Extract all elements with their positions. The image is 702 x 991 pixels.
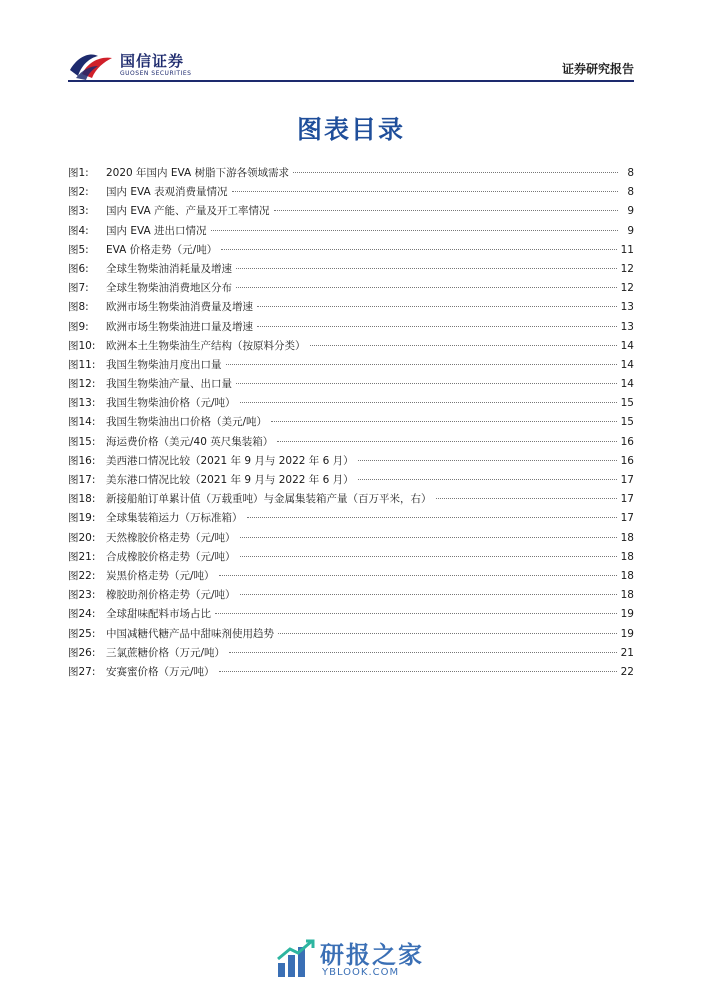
toc-page-number: 8	[627, 167, 634, 179]
toc-page-number: 17	[620, 493, 634, 506]
toc-page-number: 8	[627, 186, 634, 199]
toc-figure-title: 橡胶助剂价格走势（元/吨）	[106, 589, 236, 602]
toc-dot-leader	[310, 345, 617, 346]
toc-item[interactable]	[68, 509, 634, 528]
toc-figure-title: 美东港口情况比较（2021 年 9 月与 2022 年 6 月）	[106, 474, 354, 486]
toc-figure-title: 欧洲本土生物柴油生产结构（按原料分类）	[106, 339, 306, 352]
toc-dot-leader	[240, 402, 617, 403]
toc-dot-leader	[240, 556, 617, 557]
toc-figure-number: 图27:	[68, 665, 96, 678]
toc-figure-title: 国内 EVA 进出口情况	[106, 224, 207, 237]
toc-figure-title: 安赛蜜价格（万元/吨）	[106, 665, 215, 678]
toc-item[interactable]	[68, 625, 634, 644]
toc-figure-number: 图5:	[68, 243, 89, 256]
toc-dot-leader	[240, 594, 617, 595]
toc-page-number: 15	[620, 397, 634, 410]
toc-figure-number: 图12:	[68, 378, 96, 391]
toc-dot-leader	[219, 671, 617, 672]
watermark	[276, 935, 436, 983]
bar-chart-icon	[276, 939, 316, 979]
toc-figure-title: 新接船舶订单累计值（万载重吨）与金属集装箱产量（百万平米，右）	[106, 493, 432, 506]
toc-figure-title: 欧洲市场生物柴油消费量及增速	[106, 301, 253, 314]
toc-item[interactable]	[68, 567, 634, 586]
company-logo	[68, 48, 208, 82]
report-type-label: 证券研究报告	[561, 62, 634, 76]
toc-item[interactable]	[68, 605, 634, 624]
toc-page-number: 19	[620, 627, 634, 640]
page-title: 图表目录	[296, 115, 405, 144]
toc-dot-leader	[278, 633, 617, 634]
toc-item[interactable]	[68, 164, 634, 183]
toc-figure-number: 图17:	[68, 474, 96, 486]
toc-figure-title: 合成橡胶价格走势（元/吨）	[106, 550, 236, 563]
toc-page-number: 16	[620, 454, 634, 467]
header-divider	[68, 80, 634, 82]
toc-figure-number: 图11:	[68, 358, 96, 371]
toc-figure-title: 我国生物柴油产量、出口量	[106, 378, 232, 391]
toc-figure-title: 我国生物柴油价格（元/吨）	[106, 397, 236, 410]
toc-figure-number: 图6:	[68, 262, 89, 275]
toc-figure-number: 图21:	[68, 550, 96, 563]
toc-item[interactable]	[68, 413, 634, 432]
toc-figure-title: 天然橡胶价格走势（元/吨）	[106, 531, 236, 544]
toc-item[interactable]	[68, 356, 634, 375]
toc-item[interactable]	[68, 375, 634, 394]
toc-item[interactable]	[68, 529, 634, 548]
toc-figure-title: 中国减糖代糖产品中甜味剂使用趋势	[106, 627, 274, 640]
toc-figure-title: 国内 EVA 表观消费量情况	[106, 186, 228, 199]
toc-item[interactable]	[68, 279, 634, 298]
page-header	[0, 0, 702, 90]
toc-dot-leader	[221, 249, 616, 250]
toc-page-number: 12	[620, 282, 634, 295]
toc-figure-number: 图18:	[68, 493, 96, 506]
toc-dot-leader	[240, 537, 617, 538]
toc-page-number: 13	[620, 320, 634, 333]
toc-page-number: 18	[620, 589, 634, 602]
toc-dot-leader	[358, 460, 617, 461]
toc-item[interactable]	[68, 452, 634, 471]
toc-figure-number: 图7:	[68, 282, 89, 295]
toc-page-number: 9	[627, 205, 634, 218]
toc-dot-leader	[236, 268, 617, 269]
toc-figure-number: 图20:	[68, 531, 96, 544]
toc-item[interactable]	[68, 471, 634, 490]
toc-dot-leader	[257, 326, 617, 327]
toc-item[interactable]	[68, 394, 634, 413]
toc-figure-number: 图16:	[68, 454, 96, 467]
toc-page-number: 17	[620, 512, 634, 525]
toc-figure-number: 图10:	[68, 339, 96, 352]
toc-figure-number: 图2:	[68, 186, 89, 199]
toc-figure-title: 海运费价格（美元/40 英尺集装箱）	[106, 435, 274, 448]
toc-dot-leader	[226, 364, 617, 365]
toc-page-number: 19	[620, 608, 634, 621]
guosen-logo-icon	[68, 48, 116, 80]
toc-page-number: 22	[620, 665, 634, 678]
toc-item[interactable]	[68, 298, 634, 317]
toc-figure-title: 我国生物柴油出口价格（美元/吨）	[106, 416, 268, 429]
toc-page-number: 14	[620, 339, 634, 352]
toc-figure-title: 国内 EVA 产能、产量及开工率情况	[106, 205, 270, 218]
toc-dot-leader	[293, 172, 618, 173]
toc-figure-number: 图3:	[68, 205, 89, 218]
toc-item[interactable]	[68, 260, 634, 279]
toc-figure-number: 图24:	[68, 608, 96, 621]
toc-dot-leader	[436, 498, 617, 499]
toc-item[interactable]	[68, 241, 634, 260]
watermark-text-en: YBLOOK.COM	[322, 967, 400, 978]
toc-figure-number: 图22:	[68, 569, 96, 582]
toc-item[interactable]	[68, 663, 634, 682]
toc-dot-leader	[247, 517, 617, 518]
toc-figure-number: 图14:	[68, 416, 96, 429]
toc-item[interactable]	[68, 337, 634, 356]
toc-dot-leader	[236, 287, 617, 288]
toc-dot-leader	[277, 441, 616, 442]
toc-figure-title: 我国生物柴油月度出口量	[106, 358, 222, 371]
toc-item[interactable]	[68, 433, 634, 452]
toc-dot-leader	[274, 210, 618, 211]
toc-page-number: 14	[620, 358, 634, 371]
toc-figure-title: 三氯蔗糖价格（万元/吨）	[106, 646, 226, 659]
toc-figure-title: 2020 年国内 EVA 树脂下游各领域需求	[106, 167, 290, 179]
toc-figure-number: 图25:	[68, 627, 96, 640]
toc-item[interactable]	[68, 318, 634, 337]
toc-item[interactable]	[68, 548, 634, 567]
toc-figure-title: 美西港口情况比较（2021 年 9 月与 2022 年 6 月）	[106, 454, 354, 467]
toc-figure-title: 全球生物柴油消费地区分布	[106, 282, 232, 295]
toc-page-number: 21	[620, 646, 634, 659]
toc-figure-number: 图4:	[68, 224, 89, 237]
toc-page-number: 18	[620, 531, 634, 544]
toc-dot-leader	[215, 613, 617, 614]
toc-figure-title: 炭黑价格走势（元/吨）	[106, 569, 215, 582]
toc-figure-number: 图26:	[68, 646, 96, 659]
toc-figure-number: 图13:	[68, 397, 96, 410]
toc-dot-leader	[358, 479, 617, 480]
toc-dot-leader	[271, 421, 617, 422]
figure-list	[68, 164, 634, 682]
toc-dot-leader	[257, 306, 617, 307]
toc-page-number: 17	[620, 474, 634, 486]
toc-item[interactable]	[68, 222, 634, 241]
toc-page-number: 18	[620, 569, 634, 582]
toc-page-number: 14	[620, 378, 634, 391]
toc-figure-number: 图9:	[68, 320, 89, 333]
toc-item[interactable]	[68, 183, 634, 202]
toc-page-number: 15	[620, 416, 634, 429]
toc-figure-title: 欧洲市场生物柴油进口量及增速	[106, 320, 253, 333]
toc-figure-number: 图23:	[68, 589, 96, 602]
watermark-text-cn: 研报之家	[320, 941, 424, 969]
toc-item[interactable]	[68, 490, 634, 509]
toc-page-number: 18	[620, 550, 634, 563]
toc-item[interactable]	[68, 586, 634, 605]
toc-dot-leader	[211, 230, 618, 231]
company-name-en: GUOSEN SECURITIES	[120, 70, 192, 77]
toc-dot-leader	[229, 652, 617, 653]
toc-dot-leader	[232, 191, 618, 192]
toc-figure-number: 图8:	[68, 301, 89, 314]
toc-page-number: 12	[620, 262, 634, 275]
toc-figure-title: EVA 价格走势（元/吨）	[106, 243, 218, 256]
toc-figure-title: 全球甜味配料市场占比	[106, 608, 211, 621]
toc-item[interactable]	[68, 202, 634, 221]
company-name-cn: 国信证券	[120, 52, 185, 70]
toc-page-number: 9	[627, 224, 634, 237]
toc-dot-leader	[219, 575, 617, 576]
toc-dot-leader	[236, 383, 617, 384]
toc-item[interactable]	[68, 644, 634, 663]
toc-figure-title: 全球集装箱运力（万标准箱）	[106, 512, 243, 525]
toc-figure-title: 全球生物柴油消耗量及增速	[106, 262, 232, 275]
toc-figure-number: 图15:	[68, 435, 96, 448]
toc-page-number: 13	[620, 301, 634, 314]
toc-figure-number: 图19:	[68, 512, 96, 525]
toc-figure-number: 图1:	[68, 167, 89, 179]
toc-page-number: 16	[620, 435, 634, 448]
toc-page-number: 11	[620, 243, 634, 256]
